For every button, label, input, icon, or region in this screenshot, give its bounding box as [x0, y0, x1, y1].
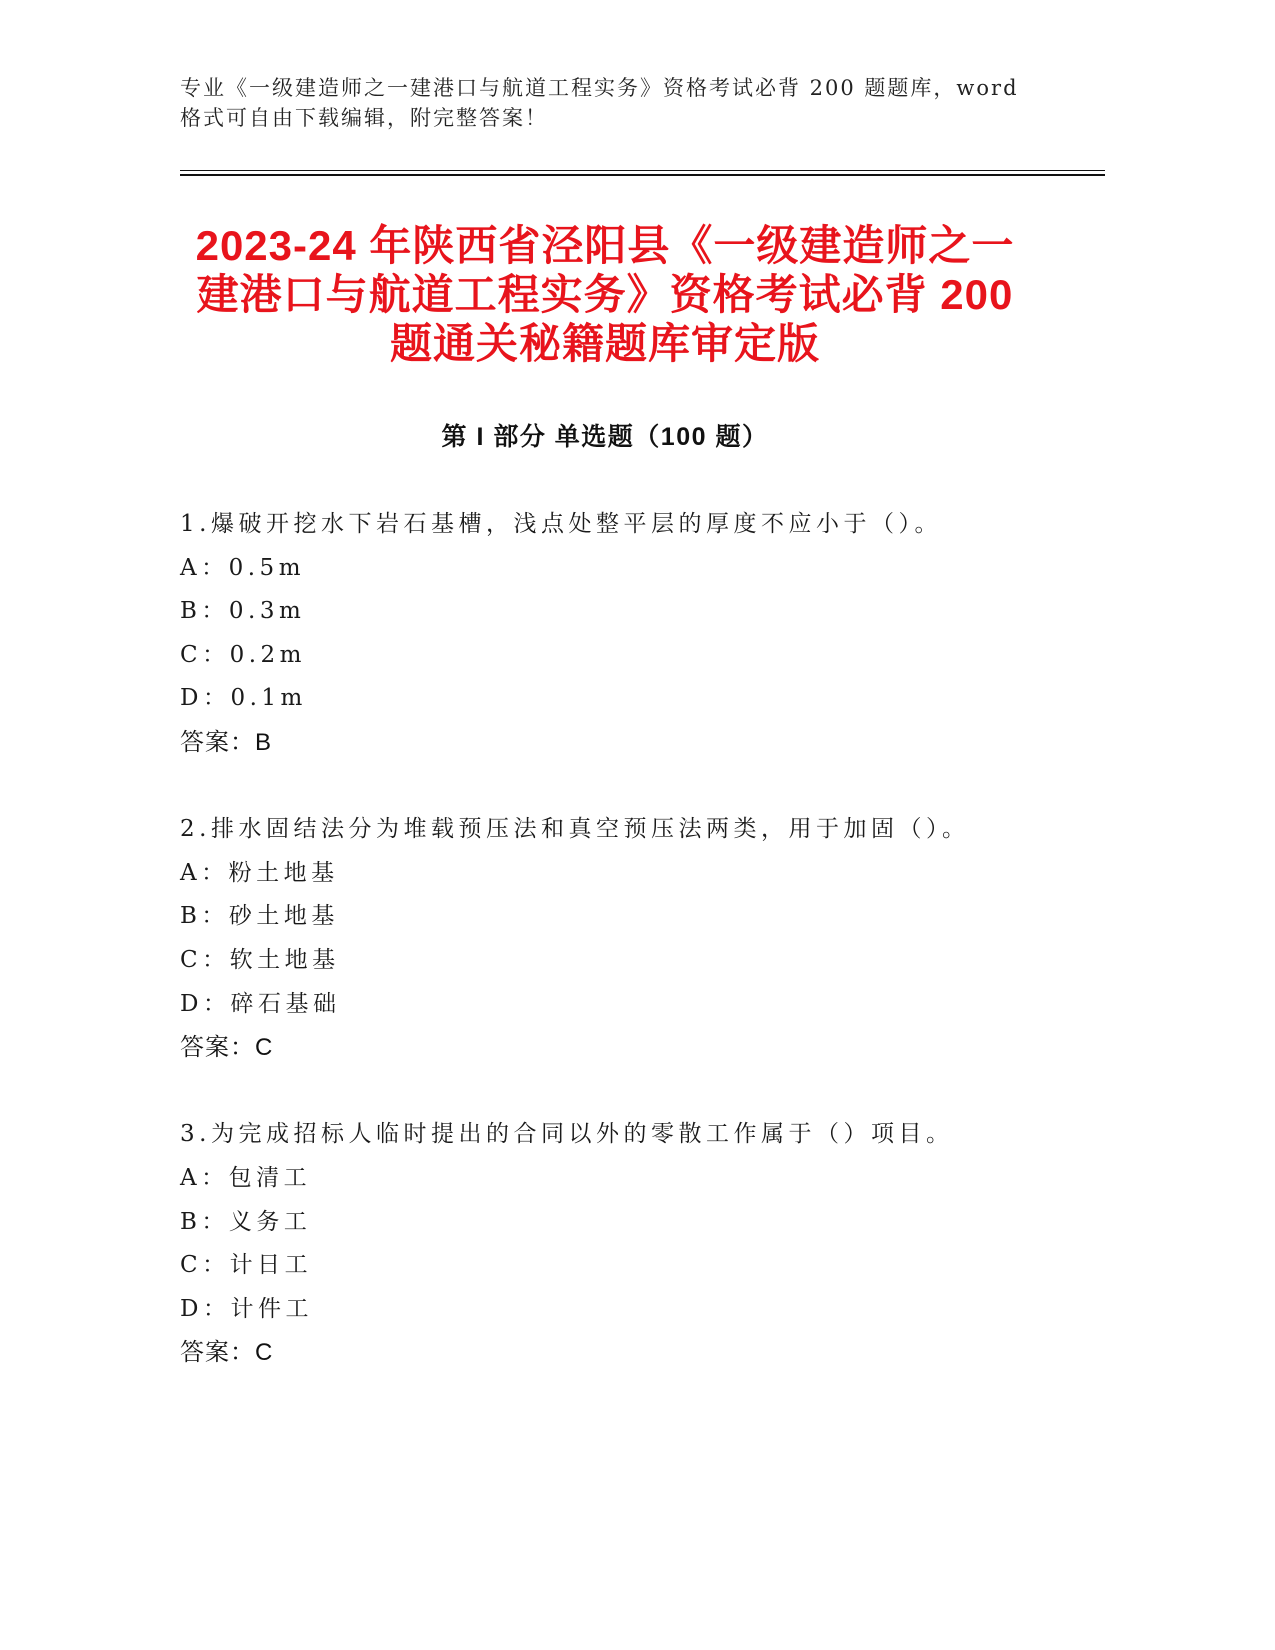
option-d: D：0.1m: [180, 685, 307, 712]
option-c: C：0.2m: [180, 641, 306, 668]
answer-line: [180, 1026, 1105, 1070]
option-b: B：砂土地基: [180, 903, 339, 930]
question-stem: 2.排水固结法分为堆载预压法和真空预压法两类，用于加固（）。: [180, 816, 970, 843]
header-divider: [180, 170, 1105, 176]
answer-line: [180, 721, 1105, 765]
option-d: D：计件工: [180, 1295, 313, 1322]
option-c: C：计日工: [180, 1252, 313, 1279]
section-heading: 第 I 部分 单选题（100 题）: [441, 423, 769, 451]
answer-value: B: [255, 728, 273, 756]
option-b: B：义务工: [180, 1208, 312, 1235]
question-list: [180, 503, 1105, 1418]
question-item: [180, 808, 1105, 1070]
answer-label: 答案：: [180, 728, 255, 756]
option-a: A：粉土地基: [180, 859, 339, 886]
question-stem: 3.为完成招标人临时提出的合同以外的零散工作属于（）项目。: [180, 1121, 954, 1148]
header-note: [180, 73, 1019, 133]
answer-label: 答案：: [180, 1034, 255, 1062]
answer-line: [180, 1331, 1105, 1375]
document-title: [180, 221, 1030, 368]
header-line: 格式可自由下载编辑，附完整答案！: [180, 106, 548, 130]
option-a: A：0.5m: [180, 554, 305, 581]
option-a: A：包清工: [180, 1164, 312, 1191]
option-b: B：0.3m: [180, 598, 306, 625]
header-line: 专业《一级建造师之一建港口与航道工程实务》资格考试必背 200 题题库，word: [180, 76, 1019, 100]
option-d: D：碎石基础: [180, 990, 341, 1017]
title-line: 题通关秘籍题库审定版: [389, 320, 820, 367]
title-line: 建港口与航道工程实务》资格考试必背 200: [196, 271, 1014, 318]
answer-label: 答案：: [180, 1339, 255, 1367]
question-item: [180, 1113, 1105, 1375]
question-stem: 1.爆破开挖水下岩石基槽，浅点处整平层的厚度不应小于（）。: [180, 511, 942, 537]
title-line: 2023-24 年陕西省泾阳县《一级建造师之一: [195, 222, 1015, 269]
answer-value: C: [255, 1034, 274, 1062]
answer-value: C: [255, 1339, 274, 1367]
question-item: [180, 503, 1105, 765]
option-c: C：软土地基: [180, 946, 340, 973]
